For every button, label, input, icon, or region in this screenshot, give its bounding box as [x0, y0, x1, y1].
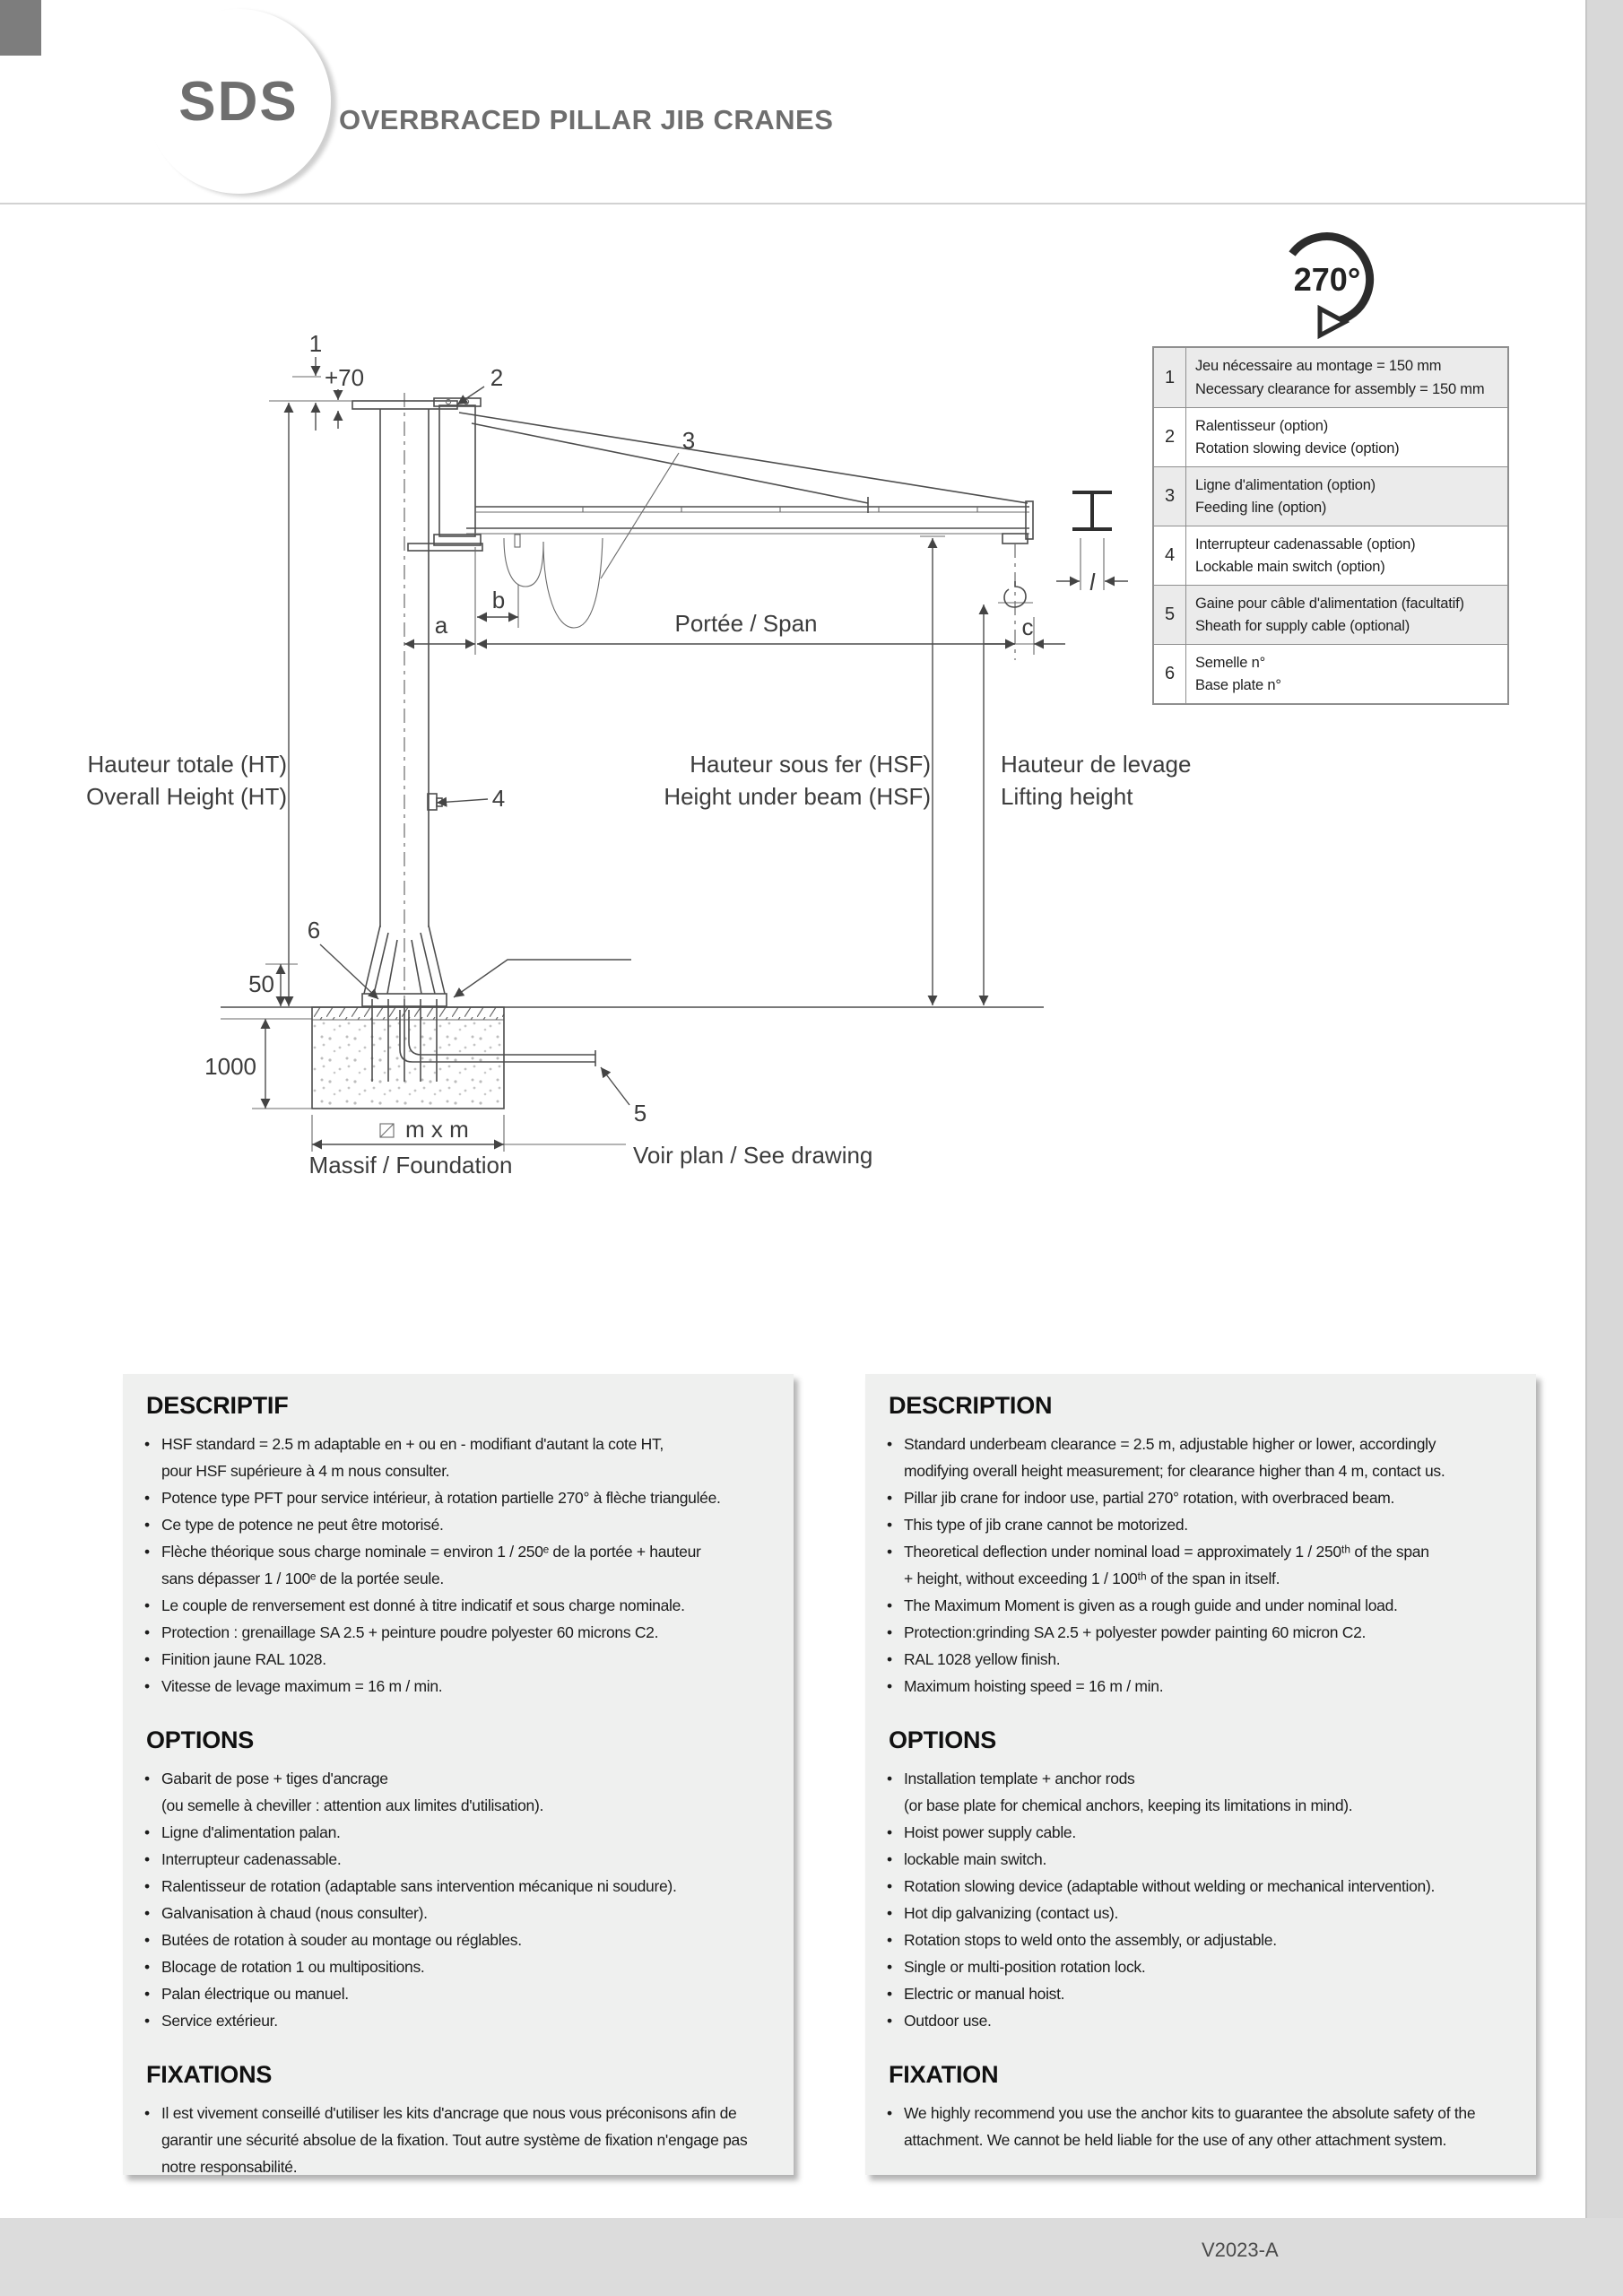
section-fixations-fr	[137, 2061, 770, 2180]
list-item: • Outdoor use.	[880, 2007, 1513, 2034]
dim-l: l	[1089, 569, 1095, 596]
list-item: • Hot dip galvanizing (contact us).	[880, 1900, 1513, 1926]
foundation-size-label: m x m	[405, 1116, 469, 1143]
list-item: • Flèche théorique sous charge nominale = environ 1 / 250ᵉ de la portée + hauteur sans dépasser 1 / 100ᵉ de la portée seule.	[137, 1538, 770, 1592]
callout-4: 4	[491, 785, 506, 812]
list-item: • Ce type de potence ne peut être motorisé.	[137, 1511, 770, 1538]
list-item: • Rotation slowing device (adaptable without welding or mechanical intervention).	[880, 1873, 1513, 1900]
lifting-height-label-fr: Hauteur de levage	[1001, 751, 1192, 778]
dim-1000: 1000	[204, 1053, 256, 1080]
dim-a: a	[434, 612, 448, 639]
table-row	[1154, 348, 1507, 407]
list-item: • Finition jaune RAL 1028.	[137, 1646, 770, 1673]
bullet-list	[880, 1765, 1513, 2034]
foundation-label: Massif / Foundation	[308, 1152, 513, 1178]
legend-fr: Interrupteur cadenassable (option)	[1195, 535, 1416, 552]
list-item: • Installation template + anchor rods (or base plate for chemical anchors, keeping its limitations in mind).	[880, 1765, 1513, 1819]
list-item: • Le couple de renversement est donné à titre indicatif et sous charge nominale.	[137, 1592, 770, 1619]
lifting-height-label-en: Lifting height	[1001, 783, 1133, 810]
dim-b: b	[491, 587, 506, 613]
pillar-drawing	[352, 393, 457, 1004]
dim-plus70: +70	[324, 364, 365, 391]
dim-50: 50	[248, 970, 274, 997]
legend-en: Base plate n°	[1195, 677, 1281, 693]
list-item: • Protection:grinding SA 2.5 + polyester powder painting 60 micron C2.	[880, 1619, 1513, 1646]
list-item: • This type of jib crane cannot be motorized.	[880, 1511, 1513, 1538]
callout-2: 2	[490, 364, 504, 391]
section-fixation-en	[880, 2061, 1513, 2153]
header-divider	[0, 203, 1585, 204]
list-item: • Interrupteur cadenassable.	[137, 1846, 770, 1873]
legend-en: Lockable main switch (option)	[1195, 559, 1385, 575]
legend-number: 1	[1154, 348, 1186, 407]
dim-c: c	[1021, 613, 1034, 640]
panel-french	[123, 1374, 794, 2175]
list-item: • Single or multi-position rotation lock.	[880, 1953, 1513, 1980]
legend-en: Rotation slowing device (option)	[1195, 440, 1400, 457]
legend-number: 4	[1154, 526, 1186, 585]
callout-1: 1	[308, 330, 323, 357]
list-item: • Potence type PFT pour service intérieur, à rotation partielle 270° à flèche triangulée.	[137, 1484, 770, 1511]
list-item: • Palan électrique ou manuel.	[137, 1980, 770, 2007]
legend-fr: Semelle n°	[1195, 654, 1265, 671]
list-item: • Butées de rotation à souder au montage ou réglables.	[137, 1926, 770, 1953]
list-item: • RAL 1028 yellow finish.	[880, 1646, 1513, 1673]
logo-badge	[146, 9, 331, 194]
legend-number: 3	[1154, 467, 1186, 526]
foundation-drawing	[221, 994, 1044, 1109]
section-heading: DESCRIPTION	[889, 1392, 1053, 1419]
hsf-label-fr: Hauteur sous fer (HSF)	[690, 751, 931, 778]
hsf-label-en: Height under beam (HSF)	[664, 783, 931, 810]
rotation-270-icon	[1292, 237, 1370, 335]
section-description	[880, 1392, 1513, 1700]
legend-table	[1152, 346, 1509, 705]
list-item: • Gabarit de pose + tiges d'ancrage (ou semelle à cheviller : attention aux limites d'utilisation).	[137, 1765, 770, 1819]
legend-fr: Jeu nécessaire au montage = 150 mm	[1195, 358, 1442, 375]
table-row	[1154, 644, 1507, 703]
table-row	[1154, 585, 1507, 644]
section-heading: FIXATIONS	[146, 2061, 273, 2088]
section-heading: OPTIONS	[146, 1726, 255, 1753]
section-heading: DESCRIPTIF	[146, 1392, 289, 1419]
corner-square	[0, 0, 41, 56]
list-item: • Ligne d'alimentation palan.	[137, 1819, 770, 1846]
bullet-list	[137, 1431, 770, 1700]
list-item: • Standard underbeam clearance = 2.5 m, adjustable higher or lower, accordingly modifying overall height measurement; for clearance higher than 4 m, contact us.	[880, 1431, 1513, 1484]
list-item: • Protection : grenaillage SA 2.5 + peinture poudre polyester 60 microns C2.	[137, 1619, 770, 1646]
span-label: Portée / Span	[674, 610, 818, 637]
panel-english	[865, 1374, 1536, 2175]
list-item: • Theoretical deflection under nominal load = approximately 1 / 250ᵗʰ of the span + height, without exceeding 1 / 100ᵗʰ of the span in itself.	[880, 1538, 1513, 1592]
section-heading: FIXATION	[889, 2061, 999, 2088]
list-item: • HSF standard = 2.5 m adaptable en + ou en - modifiant d'autant la cote HT, pour HSF supérieure à 4 m nous consulter.	[137, 1431, 770, 1484]
list-item: • Galvanisation à chaud (nous consulter).	[137, 1900, 770, 1926]
callout-3: 3	[681, 427, 696, 454]
table-row	[1154, 466, 1507, 526]
version-tag: V2023-A	[1202, 2239, 1279, 2261]
section-heading: OPTIONS	[889, 1726, 997, 1753]
list-item: • lockable main switch.	[880, 1846, 1513, 1873]
legend-number: 5	[1154, 586, 1186, 644]
table-row	[1154, 526, 1507, 585]
list-item: • Maximum hoisting speed = 16 m / min.	[880, 1673, 1513, 1700]
legend-fr: Ralentisseur (option)	[1195, 417, 1329, 434]
rotation-angle-label: 270°	[1293, 261, 1361, 298]
legend-en: Necessary clearance for assembly = 150 mm	[1195, 380, 1485, 397]
list-item: • Ralentisseur de rotation (adaptable sans intervention mécanique ni soudure).	[137, 1873, 770, 1900]
list-item: • Pillar jib crane for indoor use, partial 270° rotation, with overbraced beam.	[880, 1484, 1513, 1511]
bullet-list	[137, 2100, 770, 2180]
list-item: • Electric or manual hoist.	[880, 1980, 1513, 2007]
footer-band	[0, 2218, 1623, 2296]
list-item: • The Maximum Moment is given as a rough guide and under nominal load.	[880, 1592, 1513, 1619]
list-item: • Vitesse de levage maximum = 16 m / min.	[137, 1673, 770, 1700]
legend-number: 6	[1154, 645, 1186, 703]
bullet-list	[880, 1431, 1513, 1700]
legend-fr: Gaine pour câble d'alimentation (facultatif)	[1195, 595, 1464, 612]
list-item: • We highly recommend you use the anchor kits to guarantee the absolute safety of the attachment. We cannot be held liable for the use of any other attachment system.	[880, 2100, 1513, 2153]
list-item: • Blocage de rotation 1 ou multipositions.	[137, 1953, 770, 1980]
section-descriptif	[137, 1392, 770, 1700]
callout-6: 6	[307, 917, 321, 944]
legend-en: Feeding line (option)	[1195, 500, 1327, 516]
overall-height-label-fr: Hauteur totale (HT)	[87, 751, 287, 778]
callout-5: 5	[633, 1100, 647, 1126]
legend-en: Sheath for supply cable (optional)	[1195, 618, 1410, 634]
list-item: • Rotation stops to weld onto the assembly, or adjustable.	[880, 1926, 1513, 1953]
overall-height-label-en: Overall Height (HT)	[86, 783, 287, 810]
bullet-list	[880, 2100, 1513, 2153]
section-options-fr	[137, 1726, 770, 2034]
table-row	[1154, 407, 1507, 466]
bullet-list	[137, 1765, 770, 2034]
legend-number: 2	[1154, 408, 1186, 466]
list-item: • Service extérieur.	[137, 2007, 770, 2034]
logo-text: SDS	[178, 70, 299, 133]
section-options-en	[880, 1726, 1513, 2034]
legend-fr: Ligne d'alimentation (option)	[1195, 476, 1376, 493]
list-item: • Il est vivement conseillé d'utiliser les kits d'ancrage que nous vous préconisons afin de garantir une sécurité absolue de la fixation. Tout autre système de fixation n'engage pas notre responsabilité.	[137, 2100, 770, 2180]
list-item: • Hoist power supply cable.	[880, 1819, 1513, 1846]
page-title: OVERBRACED PILLAR JIB CRANES	[339, 104, 834, 135]
see-drawing-label: Voir plan / See drawing	[633, 1142, 873, 1169]
